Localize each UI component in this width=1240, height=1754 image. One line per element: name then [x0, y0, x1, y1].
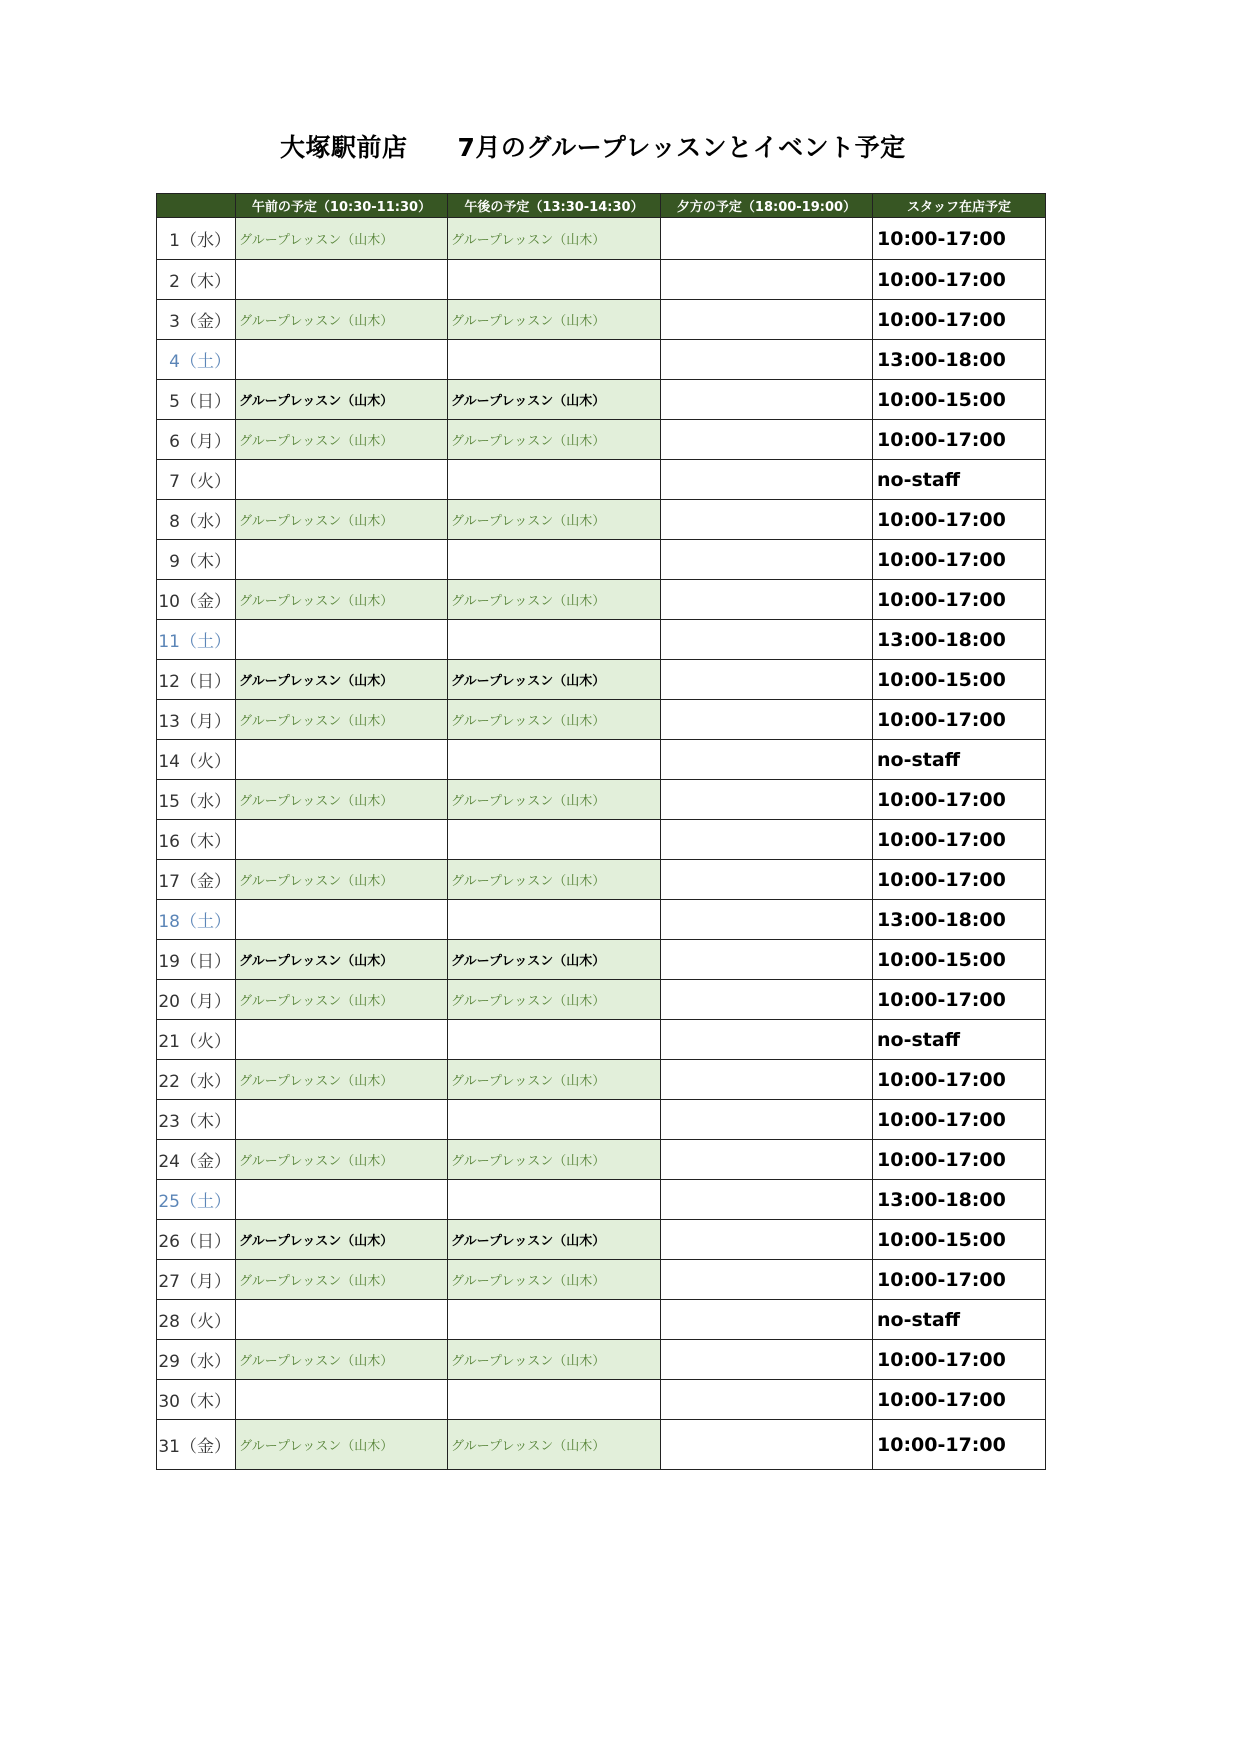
- afternoon-cell: [448, 1380, 661, 1420]
- staff-hours-cell: 10:00-15:00: [873, 660, 1046, 700]
- morning-cell: [236, 260, 448, 300]
- store-name: 大塚駅前店: [280, 133, 408, 162]
- staff-hours-cell: 10:00-17:00: [873, 1380, 1046, 1420]
- staff-hours-cell: 10:00-17:00: [873, 300, 1046, 340]
- table-row: [157, 1260, 1046, 1300]
- morning-cell: グループレッスン（山木）: [236, 940, 448, 980]
- staff-hours-cell: no-staff: [873, 1020, 1046, 1060]
- evening-cell: [661, 1060, 873, 1100]
- staff-hours-cell: 10:00-17:00: [873, 820, 1046, 860]
- afternoon-cell: グループレッスン（山木）: [448, 1340, 661, 1380]
- afternoon-cell: グループレッスン（山木）: [448, 300, 661, 340]
- morning-cell: グループレッスン（山木）: [236, 980, 448, 1020]
- date-cell: 29（水）: [157, 1340, 236, 1380]
- staff-hours-cell: no-staff: [873, 460, 1046, 500]
- header-afternoon: 午後の予定（13:30-14:30）: [448, 194, 661, 218]
- evening-cell: [661, 1420, 873, 1470]
- afternoon-cell: グループレッスン（山木）: [448, 940, 661, 980]
- table-row: [157, 1020, 1046, 1060]
- staff-hours-cell: 10:00-17:00: [873, 1340, 1046, 1380]
- afternoon-cell: [448, 620, 661, 660]
- afternoon-cell: グループレッスン（山木）: [448, 860, 661, 900]
- afternoon-cell: グループレッスン（山木）: [448, 700, 661, 740]
- evening-cell: [661, 260, 873, 300]
- afternoon-cell: [448, 260, 661, 300]
- evening-cell: [661, 1140, 873, 1180]
- table-row: [157, 980, 1046, 1020]
- date-cell: 31（金）: [157, 1420, 236, 1470]
- afternoon-cell: [448, 460, 661, 500]
- evening-cell: [661, 980, 873, 1020]
- schedule-heading: 7月のグループレッスンとイベント予定: [457, 133, 906, 162]
- table-row: [157, 500, 1046, 540]
- morning-cell: グループレッスン（山木）: [236, 380, 448, 420]
- staff-hours-cell: 10:00-17:00: [873, 580, 1046, 620]
- morning-cell: グループレッスン（山木）: [236, 700, 448, 740]
- afternoon-cell: グループレッスン（山木）: [448, 660, 661, 700]
- header-staff: スタッフ在店予定: [873, 194, 1046, 218]
- schedule-body: [157, 218, 1046, 1470]
- evening-cell: [661, 1340, 873, 1380]
- date-cell: 25（土）: [157, 1180, 236, 1220]
- evening-cell: [661, 1220, 873, 1260]
- evening-cell: [661, 580, 873, 620]
- morning-cell: [236, 460, 448, 500]
- date-cell: 6（月）: [157, 420, 236, 460]
- morning-cell: グループレッスン（山木）: [236, 660, 448, 700]
- date-cell: 14（火）: [157, 740, 236, 780]
- afternoon-cell: グループレッスン（山木）: [448, 580, 661, 620]
- table-row: [157, 740, 1046, 780]
- header-date: [157, 194, 236, 218]
- date-cell: 2（木）: [157, 260, 236, 300]
- table-row: [157, 420, 1046, 460]
- evening-cell: [661, 1300, 873, 1340]
- table-row: [157, 1180, 1046, 1220]
- staff-hours-cell: 10:00-17:00: [873, 980, 1046, 1020]
- staff-hours-cell: 13:00-18:00: [873, 620, 1046, 660]
- date-cell: 11（土）: [157, 620, 236, 660]
- morning-cell: グループレッスン（山木）: [236, 420, 448, 460]
- afternoon-cell: グループレッスン（山木）: [448, 780, 661, 820]
- table-row: [157, 1380, 1046, 1420]
- staff-hours-cell: no-staff: [873, 1300, 1046, 1340]
- date-cell: 5（日）: [157, 380, 236, 420]
- table-row: [157, 660, 1046, 700]
- table-row: [157, 540, 1046, 580]
- staff-hours-cell: 10:00-17:00: [873, 700, 1046, 740]
- evening-cell: [661, 660, 873, 700]
- staff-hours-cell: 10:00-17:00: [873, 218, 1046, 260]
- morning-cell: [236, 340, 448, 380]
- afternoon-cell: グループレッスン（山木）: [448, 500, 661, 540]
- staff-hours-cell: 10:00-17:00: [873, 540, 1046, 580]
- morning-cell: [236, 620, 448, 660]
- date-cell: 22（水）: [157, 1060, 236, 1100]
- staff-hours-cell: no-staff: [873, 740, 1046, 780]
- morning-cell: グループレッスン（山木）: [236, 780, 448, 820]
- evening-cell: [661, 460, 873, 500]
- page-title: [280, 128, 906, 164]
- morning-cell: グループレッスン（山木）: [236, 1060, 448, 1100]
- afternoon-cell: グループレッスン（山木）: [448, 1420, 661, 1470]
- date-cell: 15（水）: [157, 780, 236, 820]
- header-row: [157, 194, 1046, 218]
- evening-cell: [661, 300, 873, 340]
- date-cell: 9（木）: [157, 540, 236, 580]
- morning-cell: [236, 1180, 448, 1220]
- afternoon-cell: [448, 740, 661, 780]
- afternoon-cell: [448, 1100, 661, 1140]
- table-row: [157, 1060, 1046, 1100]
- date-cell: 17（金）: [157, 860, 236, 900]
- evening-cell: [661, 500, 873, 540]
- date-cell: 30（木）: [157, 1380, 236, 1420]
- afternoon-cell: グループレッスン（山木）: [448, 1220, 661, 1260]
- date-cell: 16（木）: [157, 820, 236, 860]
- evening-cell: [661, 420, 873, 460]
- date-cell: 13（月）: [157, 700, 236, 740]
- date-cell: 10（金）: [157, 580, 236, 620]
- table-row: [157, 218, 1046, 260]
- table-row: [157, 820, 1046, 860]
- evening-cell: [661, 1260, 873, 1300]
- morning-cell: グループレッスン（山木）: [236, 1220, 448, 1260]
- evening-cell: [661, 900, 873, 940]
- table-row: [157, 1140, 1046, 1180]
- afternoon-cell: [448, 1300, 661, 1340]
- afternoon-cell: グループレッスン（山木）: [448, 1140, 661, 1180]
- staff-hours-cell: 10:00-17:00: [873, 500, 1046, 540]
- date-cell: 12（日）: [157, 660, 236, 700]
- afternoon-cell: グループレッスン（山木）: [448, 1260, 661, 1300]
- morning-cell: [236, 540, 448, 580]
- staff-hours-cell: 13:00-18:00: [873, 340, 1046, 380]
- morning-cell: グループレッスン（山木）: [236, 1140, 448, 1180]
- table-row: [157, 1300, 1046, 1340]
- morning-cell: グループレッスン（山木）: [236, 1420, 448, 1470]
- table-row: [157, 1340, 1046, 1380]
- table-row: [157, 260, 1046, 300]
- morning-cell: [236, 1100, 448, 1140]
- evening-cell: [661, 1020, 873, 1060]
- afternoon-cell: グループレッスン（山木）: [448, 420, 661, 460]
- morning-cell: [236, 1020, 448, 1060]
- staff-hours-cell: 13:00-18:00: [873, 900, 1046, 940]
- morning-cell: グループレッスン（山木）: [236, 500, 448, 540]
- afternoon-cell: グループレッスン（山木）: [448, 980, 661, 1020]
- table-row: [157, 860, 1046, 900]
- morning-cell: グループレッスン（山木）: [236, 580, 448, 620]
- staff-hours-cell: 10:00-17:00: [873, 1140, 1046, 1180]
- evening-cell: [661, 380, 873, 420]
- staff-hours-cell: 13:00-18:00: [873, 1180, 1046, 1220]
- staff-hours-cell: 10:00-17:00: [873, 420, 1046, 460]
- table-row: [157, 940, 1046, 980]
- evening-cell: [661, 940, 873, 980]
- morning-cell: グループレッスン（山木）: [236, 1260, 448, 1300]
- table-row: [157, 580, 1046, 620]
- staff-hours-cell: 10:00-17:00: [873, 1100, 1046, 1140]
- date-cell: 23（木）: [157, 1100, 236, 1140]
- table-row: [157, 300, 1046, 340]
- header-morning: 午前の予定（10:30-11:30）: [236, 194, 448, 218]
- table-row: [157, 340, 1046, 380]
- table-row: [157, 1100, 1046, 1140]
- morning-cell: [236, 1380, 448, 1420]
- schedule-table: [156, 193, 1046, 1470]
- header-evening: 夕方の予定（18:00-19:00）: [661, 194, 873, 218]
- date-cell: 27（月）: [157, 1260, 236, 1300]
- evening-cell: [661, 218, 873, 260]
- date-cell: 4（土）: [157, 340, 236, 380]
- evening-cell: [661, 340, 873, 380]
- afternoon-cell: [448, 540, 661, 580]
- staff-hours-cell: 10:00-17:00: [873, 260, 1046, 300]
- date-cell: 20（月）: [157, 980, 236, 1020]
- morning-cell: グループレッスン（山木）: [236, 860, 448, 900]
- staff-hours-cell: 10:00-15:00: [873, 1220, 1046, 1260]
- table-row: [157, 460, 1046, 500]
- staff-hours-cell: 10:00-17:00: [873, 860, 1046, 900]
- morning-cell: グループレッスン（山木）: [236, 300, 448, 340]
- staff-hours-cell: 10:00-17:00: [873, 1420, 1046, 1470]
- morning-cell: [236, 740, 448, 780]
- date-cell: 19（日）: [157, 940, 236, 980]
- evening-cell: [661, 1180, 873, 1220]
- evening-cell: [661, 1100, 873, 1140]
- table-row: [157, 780, 1046, 820]
- afternoon-cell: グループレッスン（山木）: [448, 380, 661, 420]
- morning-cell: [236, 900, 448, 940]
- evening-cell: [661, 700, 873, 740]
- date-cell: 26（日）: [157, 1220, 236, 1260]
- table-row: [157, 900, 1046, 940]
- morning-cell: [236, 820, 448, 860]
- date-cell: 1（水）: [157, 218, 236, 260]
- date-cell: 28（火）: [157, 1300, 236, 1340]
- table-row: [157, 380, 1046, 420]
- staff-hours-cell: 10:00-17:00: [873, 780, 1046, 820]
- date-cell: 21（火）: [157, 1020, 236, 1060]
- date-cell: 24（金）: [157, 1140, 236, 1180]
- evening-cell: [661, 780, 873, 820]
- evening-cell: [661, 620, 873, 660]
- afternoon-cell: [448, 340, 661, 380]
- evening-cell: [661, 820, 873, 860]
- afternoon-cell: グループレッスン（山木）: [448, 1060, 661, 1100]
- staff-hours-cell: 10:00-17:00: [873, 1060, 1046, 1100]
- evening-cell: [661, 860, 873, 900]
- date-cell: 18（土）: [157, 900, 236, 940]
- evening-cell: [661, 1380, 873, 1420]
- table-row: [157, 620, 1046, 660]
- date-cell: 7（火）: [157, 460, 236, 500]
- staff-hours-cell: 10:00-15:00: [873, 380, 1046, 420]
- afternoon-cell: [448, 900, 661, 940]
- staff-hours-cell: 10:00-17:00: [873, 1260, 1046, 1300]
- afternoon-cell: [448, 820, 661, 860]
- morning-cell: [236, 1300, 448, 1340]
- afternoon-cell: [448, 1180, 661, 1220]
- table-row: [157, 1220, 1046, 1260]
- afternoon-cell: グループレッスン（山木）: [448, 218, 661, 260]
- table-row: [157, 700, 1046, 740]
- table-row: [157, 1420, 1046, 1470]
- evening-cell: [661, 740, 873, 780]
- staff-hours-cell: 10:00-15:00: [873, 940, 1046, 980]
- evening-cell: [661, 540, 873, 580]
- date-cell: 8（水）: [157, 500, 236, 540]
- morning-cell: グループレッスン（山木）: [236, 218, 448, 260]
- date-cell: 3（金）: [157, 300, 236, 340]
- afternoon-cell: [448, 1020, 661, 1060]
- morning-cell: グループレッスン（山木）: [236, 1340, 448, 1380]
